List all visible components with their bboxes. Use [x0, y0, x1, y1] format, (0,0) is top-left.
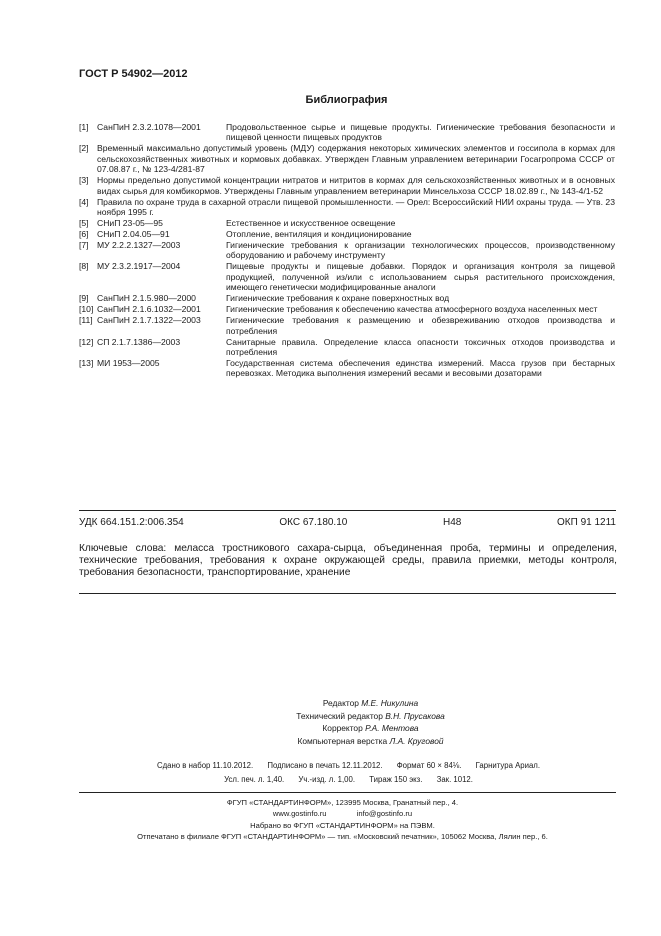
- classification-codes: [79, 517, 616, 528]
- oks-code: ОКС 67.180.10: [279, 517, 348, 528]
- group-code: Н48: [443, 517, 462, 528]
- bibliography-item-number: [10]: [79, 304, 94, 315]
- bibliography-item-number: [8]: [79, 261, 89, 272]
- bibliography-item-text: Продовольственное сырье и пищевые продукты. Гигиенические требования безопасности и пищевой ценности пищевых продуктов: [226, 122, 615, 143]
- publisher-address: ФГУП «СТАНДАРТИНФОРМ», 123995 Москва, Гранатный пер., 4.: [226, 798, 459, 807]
- credit-line: [0, 735, 661, 748]
- bibliography-item-text: Отопление, вентиляция и кондиционирование: [226, 229, 412, 240]
- bibliography-item-number: [5]: [79, 218, 89, 229]
- bibliography-list: [79, 122, 615, 379]
- print-info-item: Гарнитура Ариал.: [475, 761, 541, 770]
- bibliography-item-text: Временный максимально допустимый уровень (МДУ) содержания некоторых химических элементов и госсипола в кормах для сельскохозяйственных животных и кормовых добавках. Утвержден Главным управлением ветеринарии Госагропрома СССР от 07.08.87 г., № 123-4/281-87: [97, 143, 615, 175]
- bibliography-item-code: СанПиН 2.1.7.1322—2003: [97, 315, 201, 326]
- bibliography-item-code: СанПиН 2.1.5.980—2000: [97, 293, 196, 304]
- credit-name: В.Н. Прусакова: [385, 710, 445, 721]
- bibliography-item: [79, 175, 615, 196]
- bibliography-item-number: [6]: [79, 229, 89, 240]
- publisher-contacts: [0, 808, 661, 819]
- print-line-2: [0, 773, 661, 787]
- bibliography-item: [79, 261, 615, 292]
- typeset-note: Набрано во ФГУП «СТАНДАРТИНФОРМ» на ПЭВМ.: [250, 820, 435, 830]
- bibliography-item-number: [12]: [79, 336, 94, 347]
- bibliography-item-number: [11]: [79, 315, 93, 326]
- print-info: [0, 759, 661, 786]
- udk-code: УДК 664.151.2:006.354: [79, 517, 184, 528]
- credit-role: Компьютерная верстка: [297, 735, 388, 746]
- bibliography-item-code: МУ 2.3.2.1917—2004: [97, 261, 181, 272]
- bibliography-item-text: Нормы предельно допустимой концентрации нитратов и нитритов в кормах для сельскохозяйственных животных и в основных видах сырья для комбикормов. Утверждены Главным управлением ветеринарии Минсельхоза СССР 18.02.89 г., № 143-4/1-52: [97, 175, 615, 196]
- print-line-1: [0, 759, 661, 773]
- print-info-item: Уч.-изд. л. 1,00.: [298, 774, 356, 784]
- divider: [79, 510, 616, 511]
- bibliography-item-text: Гигиенические требования к организации технологических процессов, производственному оборудованию и рабочему инструменту: [226, 240, 615, 261]
- bibliography-item-number: [4]: [79, 196, 89, 207]
- bibliography-item: [79, 229, 615, 239]
- bibliography-item-code: СанПиН 2.3.2.1078—2001: [97, 122, 201, 132]
- bibliography-item-code: СанПиН 2.1.6.1032—2001: [97, 304, 201, 315]
- credit-name: Р.А. Ментова: [365, 723, 419, 734]
- bibliography-item-text: Гигиенические требования к охране поверхностных вод: [226, 293, 450, 304]
- bibliography-item-number: [7]: [79, 240, 89, 251]
- bibliography-item-text: Санитарные правила. Определение класса опасности токсичных отходов производства и потребления: [226, 336, 615, 358]
- bibliography-item-number: [2]: [79, 143, 89, 154]
- bibliography-item: [79, 358, 615, 379]
- print-info-item: Усл. печ. л. 1,40.: [224, 774, 285, 784]
- print-info-item: Подписано в печать 12.11.2012.: [267, 761, 383, 770]
- keywords: Ключевые слова: меласса тростникового сахара-сырца, объединенная проба, термины и определения, технические требования, требования к охране окружающей среды, правила приемки, методы контроля, требования безопасности, транспортирование, хранение: [79, 543, 617, 579]
- print-info-item: Тираж 150 экз.: [369, 774, 423, 784]
- bibliography-item-text: Правила по охране труда в сахарной отрасли пищевой промышленности. — Орел: Всероссийский НИИ охраны труда. — Утв. 23 ноября 1995 г.: [97, 196, 615, 218]
- credit-role: Редактор: [322, 698, 359, 708]
- bibliography-item-code: СП 2.1.7.1386—2003: [97, 336, 181, 347]
- credits: [0, 697, 661, 747]
- credit-line: [0, 722, 661, 735]
- bibliography-item: [79, 122, 615, 143]
- bibliography-item-number: [13]: [79, 358, 94, 369]
- bibliography-item-code: СНиП 23-05—95: [97, 218, 163, 229]
- bibliography-item-number: [1]: [79, 122, 89, 132]
- print-info-item: Сдано в набор 11.10.2012.: [156, 761, 254, 770]
- bibliography-item-code: МИ 1953—2005: [97, 358, 160, 369]
- divider: [79, 593, 616, 594]
- bibliography-item-code: МУ 2.2.2.1327—2003: [97, 240, 181, 251]
- print-info-item: Формат 60 × 84⅛.: [396, 761, 462, 770]
- credit-line: [0, 710, 661, 723]
- bibliography-item-text: Государственная система обеспечения единства измерений. Масса грузов при бестарных перевозках. Методика выполнения измерений весами и весовыми дозаторами: [226, 358, 615, 379]
- publisher-info: [0, 797, 661, 843]
- publisher-website: www.gostinfo.ru: [272, 809, 327, 819]
- bibliography-item: [79, 315, 615, 336]
- printed-note: Отпечатано в филиале ФГУП «СТАНДАРТИНФОРМ» — тип. «Московский печатник», 105062 Москва, Лялин пер., 6.: [137, 832, 548, 842]
- bibliography-item-code: СНиП 2.04.05—91: [97, 229, 170, 240]
- publisher-email: info@gostinfo.ru: [356, 809, 413, 819]
- bibliography-item-text: Гигиенические требования к размещению и обезвреживанию отходов производства и потребления: [226, 315, 615, 336]
- print-info-item: Зак. 1012.: [436, 774, 473, 784]
- bibliography-item: [79, 197, 615, 218]
- standard-code: ГОСТ Р 54902—2012: [79, 68, 188, 80]
- credit-name: Л.А. Круговой: [389, 735, 444, 746]
- credit-line: [0, 697, 661, 710]
- bibliography-item: [79, 143, 615, 174]
- bibliography-item-text: Гигиенические требования к обеспечению качества атмосферного воздуха населенных мест: [226, 304, 598, 315]
- credit-role: Технический редактор: [296, 710, 383, 721]
- bibliography-item-text: Пищевые продукты и пищевые добавки. Порядок и организация контроля за пищевой продукцией, полученной из/или с использованием сырья растительного происхождения, имеющего генетически модифицированные аналоги: [226, 261, 615, 293]
- credit-role: Корректор: [322, 723, 363, 734]
- bibliography-item: [79, 337, 615, 358]
- bibliography-item: [79, 218, 615, 228]
- divider: [79, 792, 616, 793]
- credit-name: М.Е. Никулина: [361, 698, 419, 708]
- bibliography-item: [79, 304, 615, 314]
- bibliography-item: [79, 240, 615, 261]
- okp-code: ОКП 91 1211: [557, 517, 616, 528]
- bibliography-title: Библиография: [305, 94, 388, 106]
- bibliography-item: [79, 293, 615, 303]
- bibliography-item-number: [9]: [79, 293, 89, 304]
- bibliography-item-text: Естественное и искусственное освещение: [226, 218, 396, 229]
- bibliography-item-number: [3]: [79, 175, 89, 186]
